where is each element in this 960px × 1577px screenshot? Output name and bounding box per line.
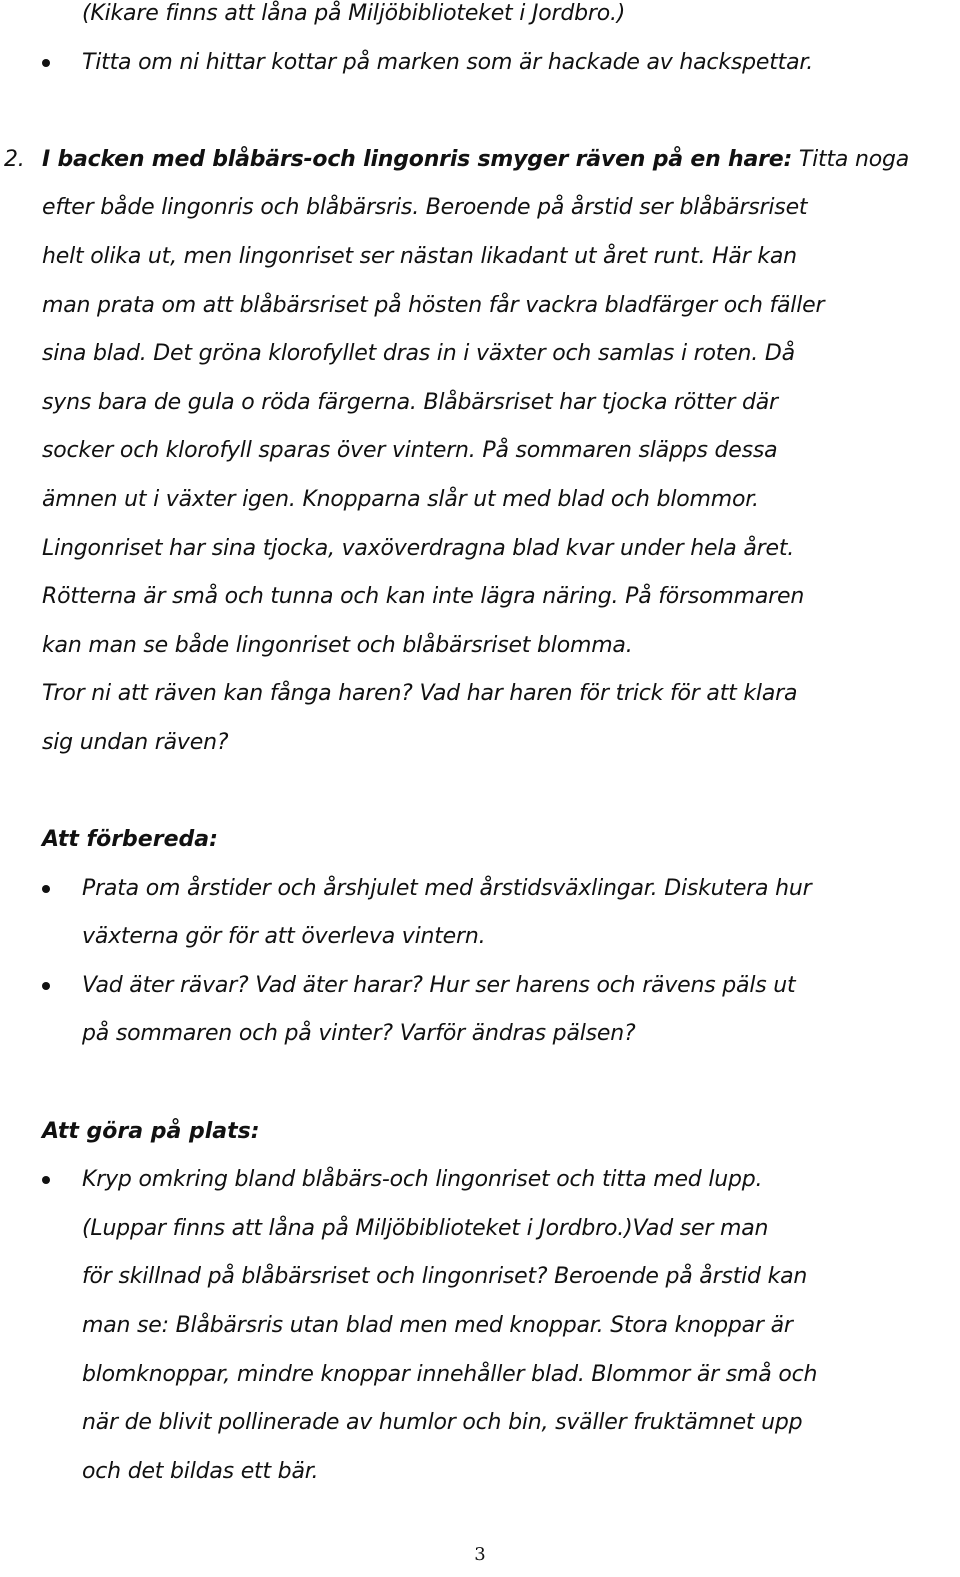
paragraph-line: blomknoppar, mindre knoppar innehåller blad. Blommor är små och <box>82 1361 818 1387</box>
spacer <box>0 768 960 817</box>
top-continuation <box>0 0 960 87</box>
paragraph-line: Lingonriset har sina tjocka, vaxöverdragna blad kvar under hela året. <box>42 535 795 561</box>
paragraph-line: växterna gör för att överleva vintern. <box>82 924 486 950</box>
paragraph-line: på sommaren och på vinter? Varför ändras pälsen? <box>82 1021 636 1047</box>
section-lead-rest: Titta noga <box>792 146 910 172</box>
paragraph-line: Kryp omkring bland blåbärs-och lingonriset och titta med lupp. <box>82 1167 763 1193</box>
section-number: 2. <box>4 146 25 172</box>
paragraph-line: (Luppar finns att låna på Miljöbiblioteket i Jordbro.)Vad ser man <box>82 1215 769 1241</box>
paragraph-line: Vad äter rävar? Vad äter harar? Hur ser harens och rävens päls ut <box>82 972 796 998</box>
bullet-item <box>0 962 960 1059</box>
paragraph-line: syns bara de gula o röda färgerna. Blåbärsriset har tjocka rötter där <box>42 389 778 415</box>
bullet-icon <box>42 982 50 990</box>
bullet-item <box>0 1156 960 1496</box>
paragraph-line: efter både lingonris och blåbärsris. Beroende på årstid ser blåbärsriset <box>42 195 808 221</box>
bullet-icon <box>42 885 50 893</box>
bullet-item <box>0 865 960 962</box>
paragraph-line: man se: Blåbärsris utan blad men med knoppar. Stora knoppar är <box>82 1313 793 1339</box>
paragraph-line: sig undan räven? <box>42 729 229 755</box>
section-2 <box>0 136 960 768</box>
paragraph-line: Rötterna är små och tunna och kan inte lägra näring. På försommaren <box>42 584 805 610</box>
paragraph-line: socker och klorofyll sparas över vintern. På sommaren släpps dessa <box>42 438 778 464</box>
paragraph-line: (Kikare finns att låna på Miljöbiblioteket i Jordbro.) <box>82 1 626 26</box>
section-heading: Att förbereda: <box>42 827 218 853</box>
onsite-section <box>0 1108 960 1497</box>
paragraph-line: man prata om att blåbärsriset på hösten får vackra bladfärger och fäller <box>42 292 825 318</box>
bullet-item <box>0 39 960 88</box>
section-lead: I backen med blåbärs-och lingonris smyger räven på en hare: <box>42 146 793 172</box>
spacer <box>0 87 960 136</box>
section-2-first-line <box>0 136 960 185</box>
prepare-section <box>0 816 960 1059</box>
paragraph-line: för skillnad på blåbärsriset och lingonriset? Beroende på årstid kan <box>82 1264 808 1290</box>
paragraph-line: Titta om ni hittar kottar på marken som är hackade av hackspettar. <box>82 49 813 75</box>
page-number: 3 <box>474 1544 486 1565</box>
paragraph-line: sina blad. Det gröna klorofyllet dras in i växter och samlas i roten. Då <box>42 341 795 367</box>
paragraph-line: när de blivit pollinerade av humlor och bin, sväller fruktämnet upp <box>82 1410 803 1436</box>
paragraph-line: ämnen ut i växter igen. Knopparna slår ut med blad och blommor. <box>42 486 759 512</box>
section-heading: Att göra på plats: <box>42 1118 260 1144</box>
bullet-icon <box>42 59 50 67</box>
paragraph-line: och det bildas ett bär. <box>82 1458 319 1484</box>
spacer <box>0 1059 960 1108</box>
paragraph-line: Prata om årstider och årshjulet med årstidsväxlingar. Diskutera hur <box>82 875 812 901</box>
paragraph-line: Tror ni att räven kan fånga haren? Vad har haren för trick för att klara <box>42 681 798 707</box>
paragraph-line: helt olika ut, men lingonriset ser nästan likadant ut året runt. Här kan <box>42 243 797 269</box>
paragraph-line: kan man se både lingonriset och blåbärsriset blomma. <box>42 632 633 658</box>
